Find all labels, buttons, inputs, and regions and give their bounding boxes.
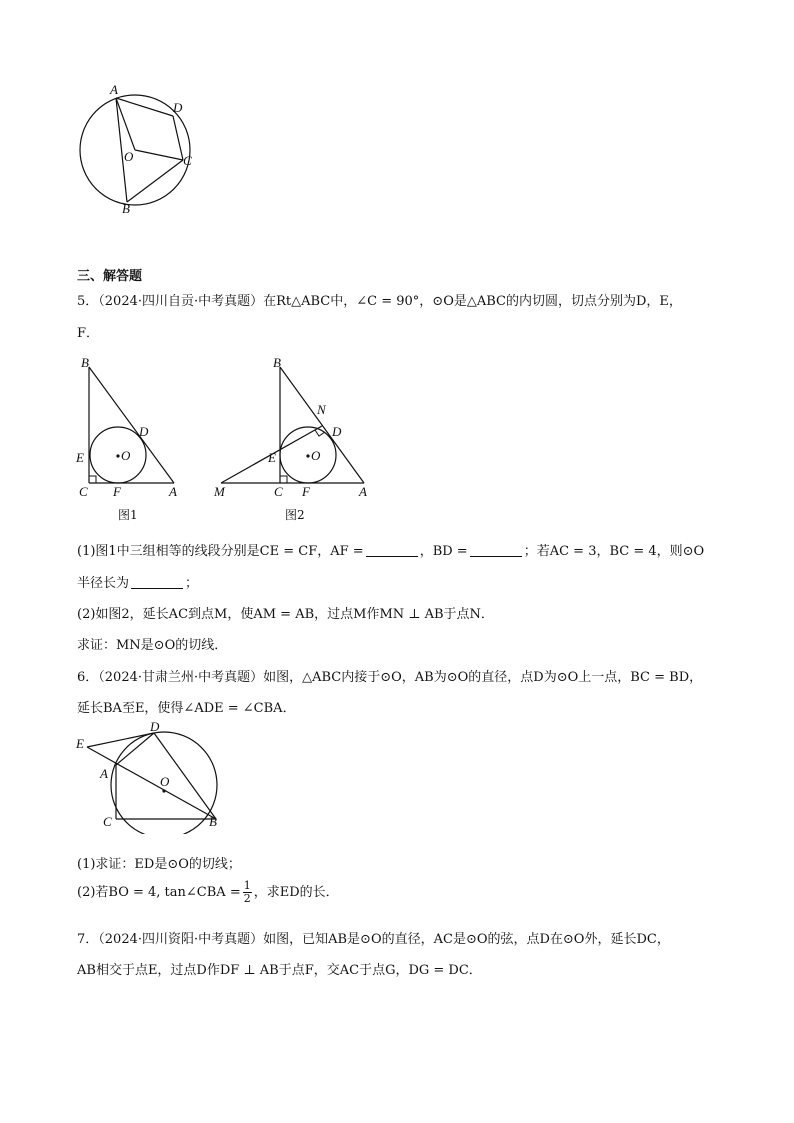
label-o: O xyxy=(160,774,170,789)
right-angle-mark-c xyxy=(280,476,287,483)
segment-ba xyxy=(280,367,364,483)
label-b: B xyxy=(209,814,217,829)
q7-line1: 7．（2024·四川资阳·中考真题）如图，已知AB是⊙O的直径，AC是⊙O的弦，点D在⊙O外，延长DC， xyxy=(77,932,670,947)
figure-2-caption: 图2 xyxy=(285,508,305,522)
label-e: E xyxy=(76,736,84,751)
figure-1-caption: 图1 xyxy=(118,508,138,522)
right-angle-mark-n xyxy=(315,430,325,436)
label-a: A xyxy=(110,82,118,97)
label-b: B xyxy=(273,355,281,370)
label-b: B xyxy=(122,201,130,216)
segment-ba xyxy=(89,367,174,483)
figure-circle-quadrilateral xyxy=(70,78,210,218)
figure-1 xyxy=(72,352,192,524)
q6-part2-pre: (2)若BO = 4, tan∠CBA = xyxy=(77,885,241,900)
label-f: F xyxy=(302,484,310,499)
label-d: D xyxy=(173,100,183,115)
fraction-numerator: 1 xyxy=(243,879,251,892)
label-f: F xyxy=(113,484,121,499)
label-e: E xyxy=(268,450,276,465)
q5-part2: (2)如图2，延长AC到点M，使AM = AB，过点M作MN ⊥ AB于点N． xyxy=(77,607,494,622)
q5-part1-b: ，BD = xyxy=(419,544,468,559)
answer-blank-radius[interactable] xyxy=(131,576,183,589)
q6-line2: 延长BA至E，使得∠ADE = ∠CBA． xyxy=(77,701,296,716)
center-dot xyxy=(162,789,165,792)
segment-dc xyxy=(173,116,183,160)
segment-ad xyxy=(116,733,154,765)
label-a: A xyxy=(359,484,367,499)
label-o: O xyxy=(311,448,321,463)
segment-ed xyxy=(87,733,154,747)
segment-oc xyxy=(135,150,183,160)
q5-part1-radius-label: 半径长为 xyxy=(77,576,130,591)
label-e: E xyxy=(76,450,84,465)
center-dot xyxy=(306,454,309,457)
q5-part1-radius-end: ； xyxy=(185,576,199,591)
label-a: A xyxy=(169,484,177,499)
fraction-one-half xyxy=(243,880,252,905)
figure-q6 xyxy=(70,722,230,834)
label-a: A xyxy=(100,766,108,781)
answer-blank-af[interactable] xyxy=(366,544,418,557)
label-d: D xyxy=(332,424,342,439)
label-c: C xyxy=(183,153,192,168)
q6-part2 xyxy=(77,880,339,906)
q5-line1: 5．（2024·四川自贡·中考真题）在Rt△ABC中，∠C = 90°，⊙O是△ABC的内切圆，切点分别为D，E， xyxy=(77,294,682,309)
label-n: N xyxy=(317,402,326,417)
q5-part1-c: ；若AC = 3，BC = 4，则⊙O xyxy=(523,544,705,559)
q6-part2-post: ，求ED的长． xyxy=(253,885,339,900)
right-angle-mark xyxy=(89,476,96,483)
segment-eb xyxy=(87,747,216,819)
figure-2 xyxy=(210,352,380,524)
q6-line1: 6．（2024·甘肃兰州·中考真题）如图，△ABC内接于⊙O，AB为⊙O的直径，点D为⊙O上一点，BC = BD， xyxy=(77,670,703,685)
fraction-denominator: 2 xyxy=(243,892,251,905)
label-c: C xyxy=(274,484,283,499)
label-c: C xyxy=(103,814,112,829)
q5-part1 xyxy=(77,540,704,559)
q5-part1-line2 xyxy=(77,572,198,591)
center-dot xyxy=(116,454,119,457)
answer-blank-bd[interactable] xyxy=(470,544,522,557)
label-b: B xyxy=(81,355,89,370)
segment-ad xyxy=(116,98,173,116)
q5-line2: F． xyxy=(77,326,100,341)
q6-part1: (1)求证：ED是⊙O的切线； xyxy=(77,857,241,872)
segment-bc xyxy=(127,160,183,202)
label-d: D xyxy=(139,424,149,439)
q5-part2-proof: 求证：MN是⊙O的切线． xyxy=(77,638,228,653)
q5-part1-a: (1)图1中三组相等的线段分别是CE = CF，AF = xyxy=(77,544,364,559)
label-d: D xyxy=(150,722,160,734)
label-o: O xyxy=(121,448,131,463)
section-heading: 三、解答题 xyxy=(77,269,143,284)
label-m: M xyxy=(214,484,225,499)
label-c: C xyxy=(79,484,88,499)
q7-line2: AB相交于点E，过点D作DF ⊥ AB于点F，交AC于点G，DG = DC． xyxy=(77,963,482,978)
label-o: O xyxy=(124,149,134,164)
